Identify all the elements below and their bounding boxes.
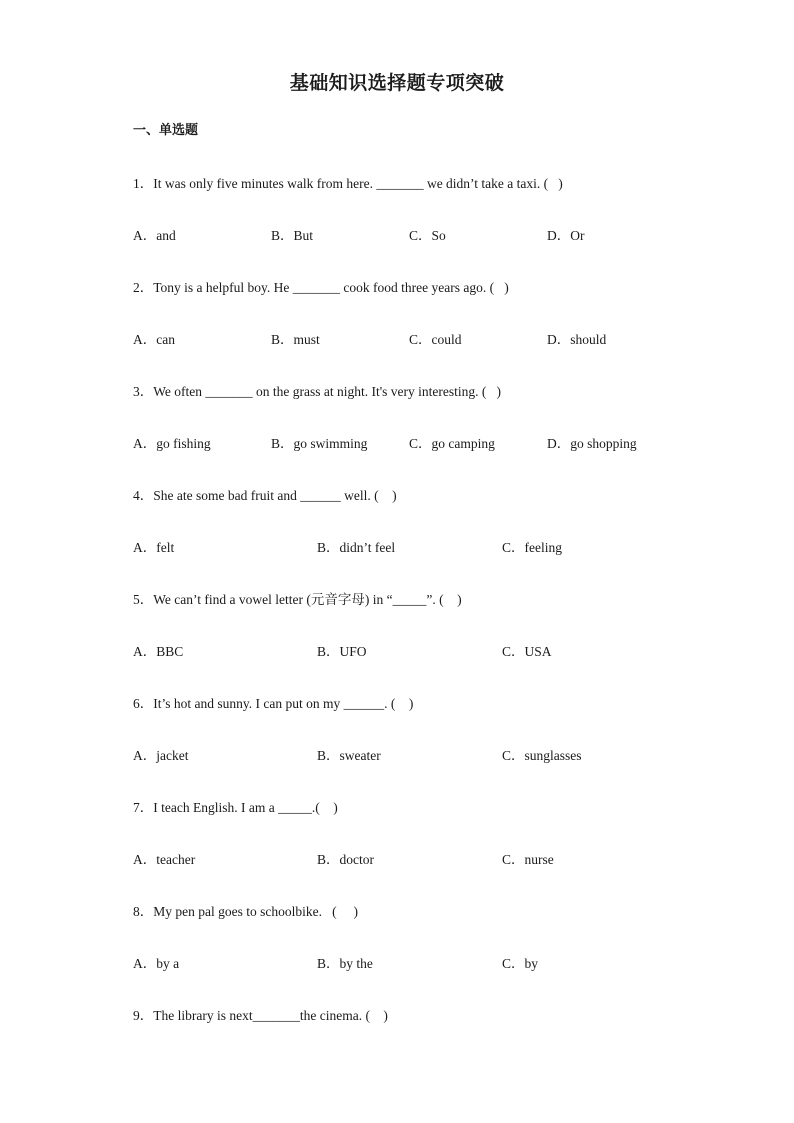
option-c: C．nurse (502, 852, 554, 867)
option-d: D．Or (547, 228, 585, 243)
option-c: C．USA (502, 644, 552, 659)
question-stem: 2．Tony is a helpful boy. He _______ cook food three years ago. ( ) (133, 280, 509, 295)
question-stem: 3．We often _______ on the grass at night. It's very interesting. ( ) (133, 384, 502, 399)
option-d: D．go shopping (547, 436, 637, 451)
section-heading: 一、单选题 (133, 123, 199, 138)
option-b: B．must (271, 332, 320, 347)
question-stem: 8．My pen pal goes to schoolbike. ( ) (133, 904, 358, 919)
page-title: 基础知识选择题专项突破 (289, 72, 505, 94)
question-stem: 9．The library is next_______the cinema. ( ) (133, 1008, 388, 1023)
option-b: B．doctor (317, 852, 374, 867)
question-stem: 7．I teach English. I am a _____.( ) (133, 800, 338, 815)
option-b: B．sweater (317, 748, 381, 763)
question-stem: 6．It’s hot and sunny. I can put on my ______. ( ) (133, 696, 414, 711)
option-a: A．by a (133, 956, 180, 971)
question-stem: 4．She ate some bad fruit and ______ well. ( ) (133, 488, 397, 503)
question-stem: 1．It was only five minutes walk from here. _______ we didn’t take a taxi. ( ) (133, 176, 563, 191)
option-c: C．So (409, 228, 446, 243)
option-c: C．sunglasses (502, 748, 582, 763)
option-a: A．felt (133, 540, 175, 555)
option-a: A．BBC (133, 644, 184, 659)
option-b: B．didn’t feel (317, 540, 396, 555)
option-a: A．jacket (133, 748, 189, 763)
option-b: B．go swimming (271, 436, 368, 451)
option-d: D．should (547, 332, 607, 347)
option-b: B．But (271, 228, 314, 243)
option-a: A．and (133, 228, 176, 243)
option-a: A．teacher (133, 852, 196, 867)
option-b: B．by the (317, 956, 373, 971)
option-b: B．UFO (317, 644, 367, 659)
option-a: A．can (133, 332, 175, 347)
option-c: C．feeling (502, 540, 562, 555)
option-c: C．go camping (409, 436, 495, 451)
option-c: C．could (409, 332, 462, 347)
question-stem: 5．We can’t find a vowel letter (元音字母) in “_____”. ( ) (133, 592, 462, 607)
option-a: A．go fishing (133, 436, 211, 451)
option-c: C．by (502, 956, 539, 971)
